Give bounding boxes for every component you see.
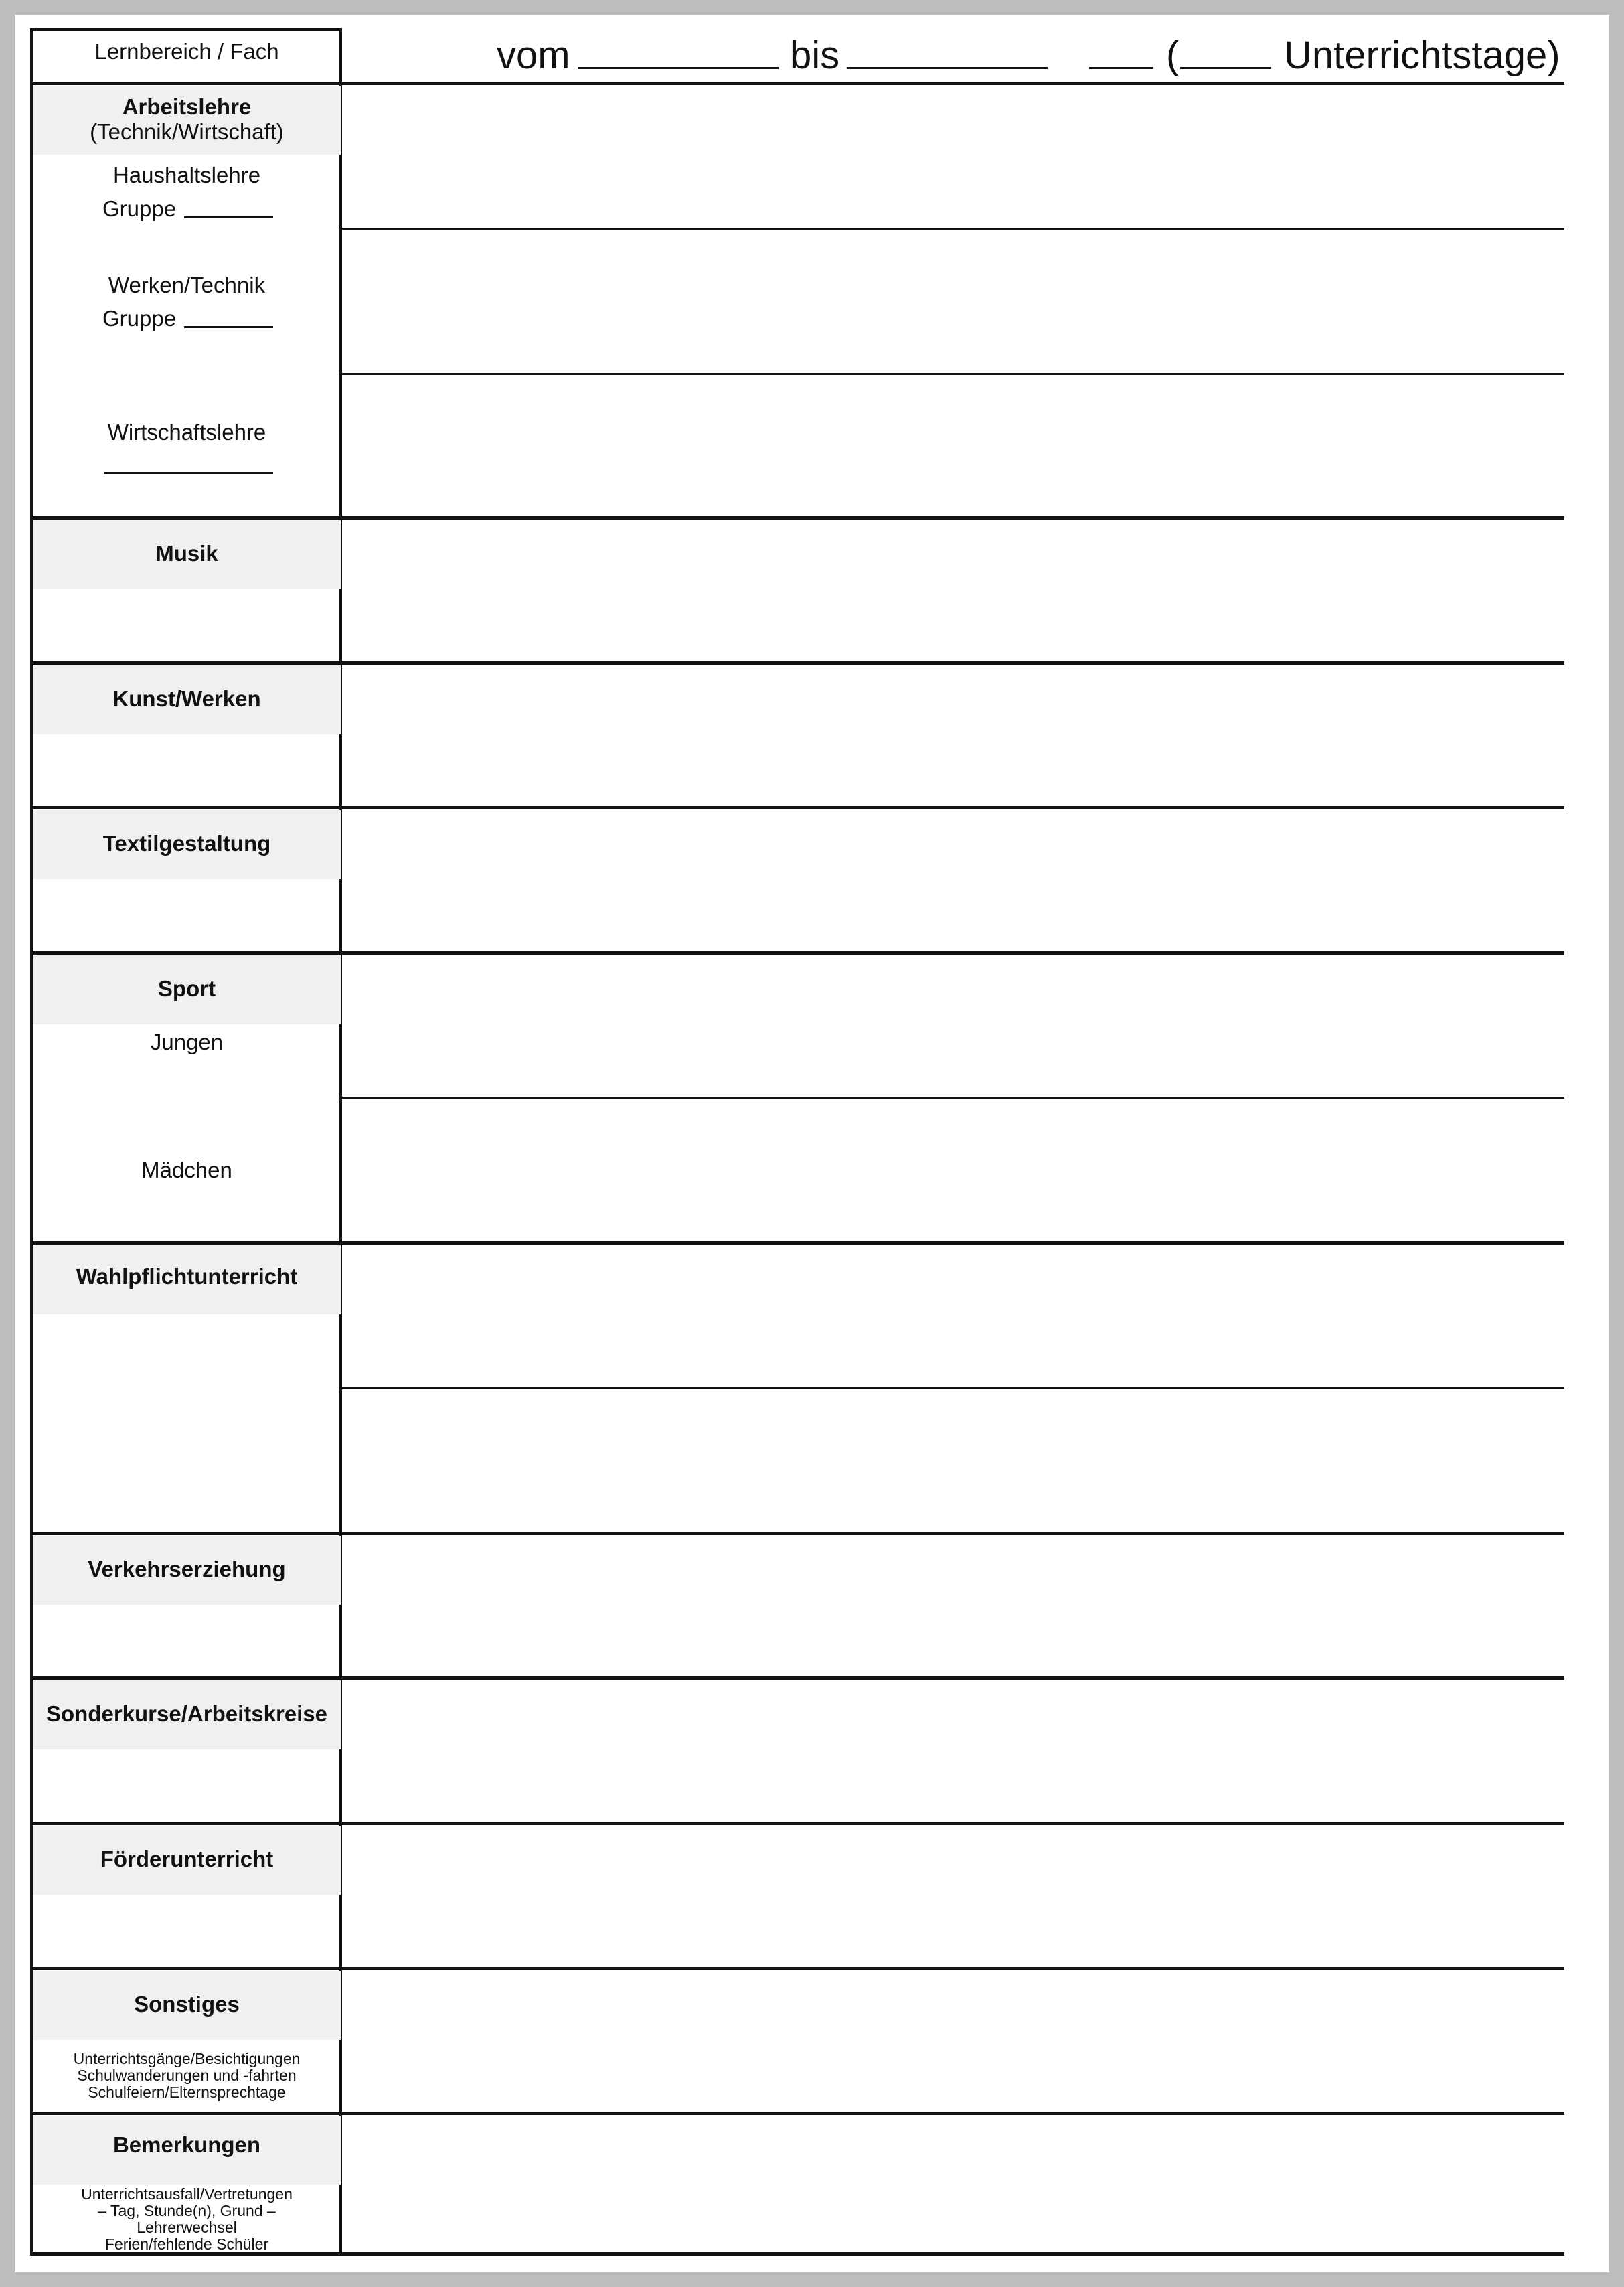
sub-rule-sport [342,1097,1564,1099]
subject-column [30,28,342,2254]
sonstiges-title: Sonstiges [134,1992,240,2017]
paren-open: ( [1166,33,1180,77]
bemerkungen-title: Bemerkungen [112,2132,261,2157]
gruppe2-label: Gruppe [102,306,177,331]
arbeitslehre-subtitle: (Technik/Wirtschaft) [90,119,284,144]
vom-date-field[interactable] [578,67,779,69]
sub-rule-werken [342,373,1564,375]
verkehr-title: Verkehrserziehung [88,1557,286,1581]
sport-title: Sport [157,976,216,1001]
days-count-field[interactable] [1180,67,1271,69]
sport-maedchen-label: Mädchen [141,1158,232,1182]
section-rule-kunst [30,661,1564,665]
section-rule-sonstiges [30,1967,1564,1970]
bis-date-field[interactable] [847,67,1048,69]
section-rule-wahlpflicht [30,1241,1564,1245]
gruppe2-field[interactable] [184,326,273,328]
gruppe1-label: Gruppe [102,196,177,221]
section-rule-sonderkurse [30,1676,1564,1680]
section-rule-sport [30,951,1564,955]
section-rule-foerder [30,1822,1564,1825]
gruppe1-field[interactable] [184,216,273,218]
sport-jungen-label: Jungen [150,1030,224,1054]
header-rule [30,82,1564,85]
kunst-title: Kunst/Werken [112,686,261,711]
year-field[interactable] [1089,67,1153,69]
sonderkurse-title: Sonderkurse/Arbeitskreise [46,1701,328,1726]
bis-label: bis [790,33,840,77]
foerder-title: Förderunterricht [100,1846,274,1871]
sonstiges-line1: Unterrichtsgänge/Besichtigungen [73,2050,301,2067]
section-rule-textil [30,806,1564,809]
section-rule-musik [30,516,1564,520]
sonstiges-line3: Schulfeiern/Elternsprechtage [88,2083,286,2101]
days-label: Unterrichtstage) [1284,33,1560,77]
bemerkungen-line3: Lehrerwechsel [137,2219,237,2236]
bemerkungen-line2: – Tag, Stunde(n), Grund – [98,2202,276,2219]
wirtschaft-field[interactable] [104,472,273,474]
sonstiges-line2: Schulwanderungen und -fahrten [77,2067,297,2084]
bemerkungen-line4: Ferien/fehlende Schüler [104,2235,269,2253]
bemerkungen-line1: Unterrichtsausfall/Vertretungen [81,2185,293,2203]
arbeitslehre-title: Arbeitslehre [122,94,252,119]
wirtschaft-label: Wirtschaftslehre [107,420,266,445]
werken-label: Werken/Technik [108,272,266,297]
sub-rule-haushalt [342,228,1564,230]
wahlpflicht-title: Wahlpflichtunterricht [76,1264,298,1289]
section-rule-verkehr [30,1532,1564,1535]
vom-label: vom [497,33,570,77]
textil-title: Textilgestaltung [102,831,271,856]
section-rule-bemerkungen [30,2112,1564,2115]
sub-rule-wahlpflicht [342,1387,1564,1389]
column-header: Lernbereich / Fach [94,39,279,64]
haushalt-label: Haushaltslehre [112,163,261,187]
musik-title: Musik [155,541,218,566]
